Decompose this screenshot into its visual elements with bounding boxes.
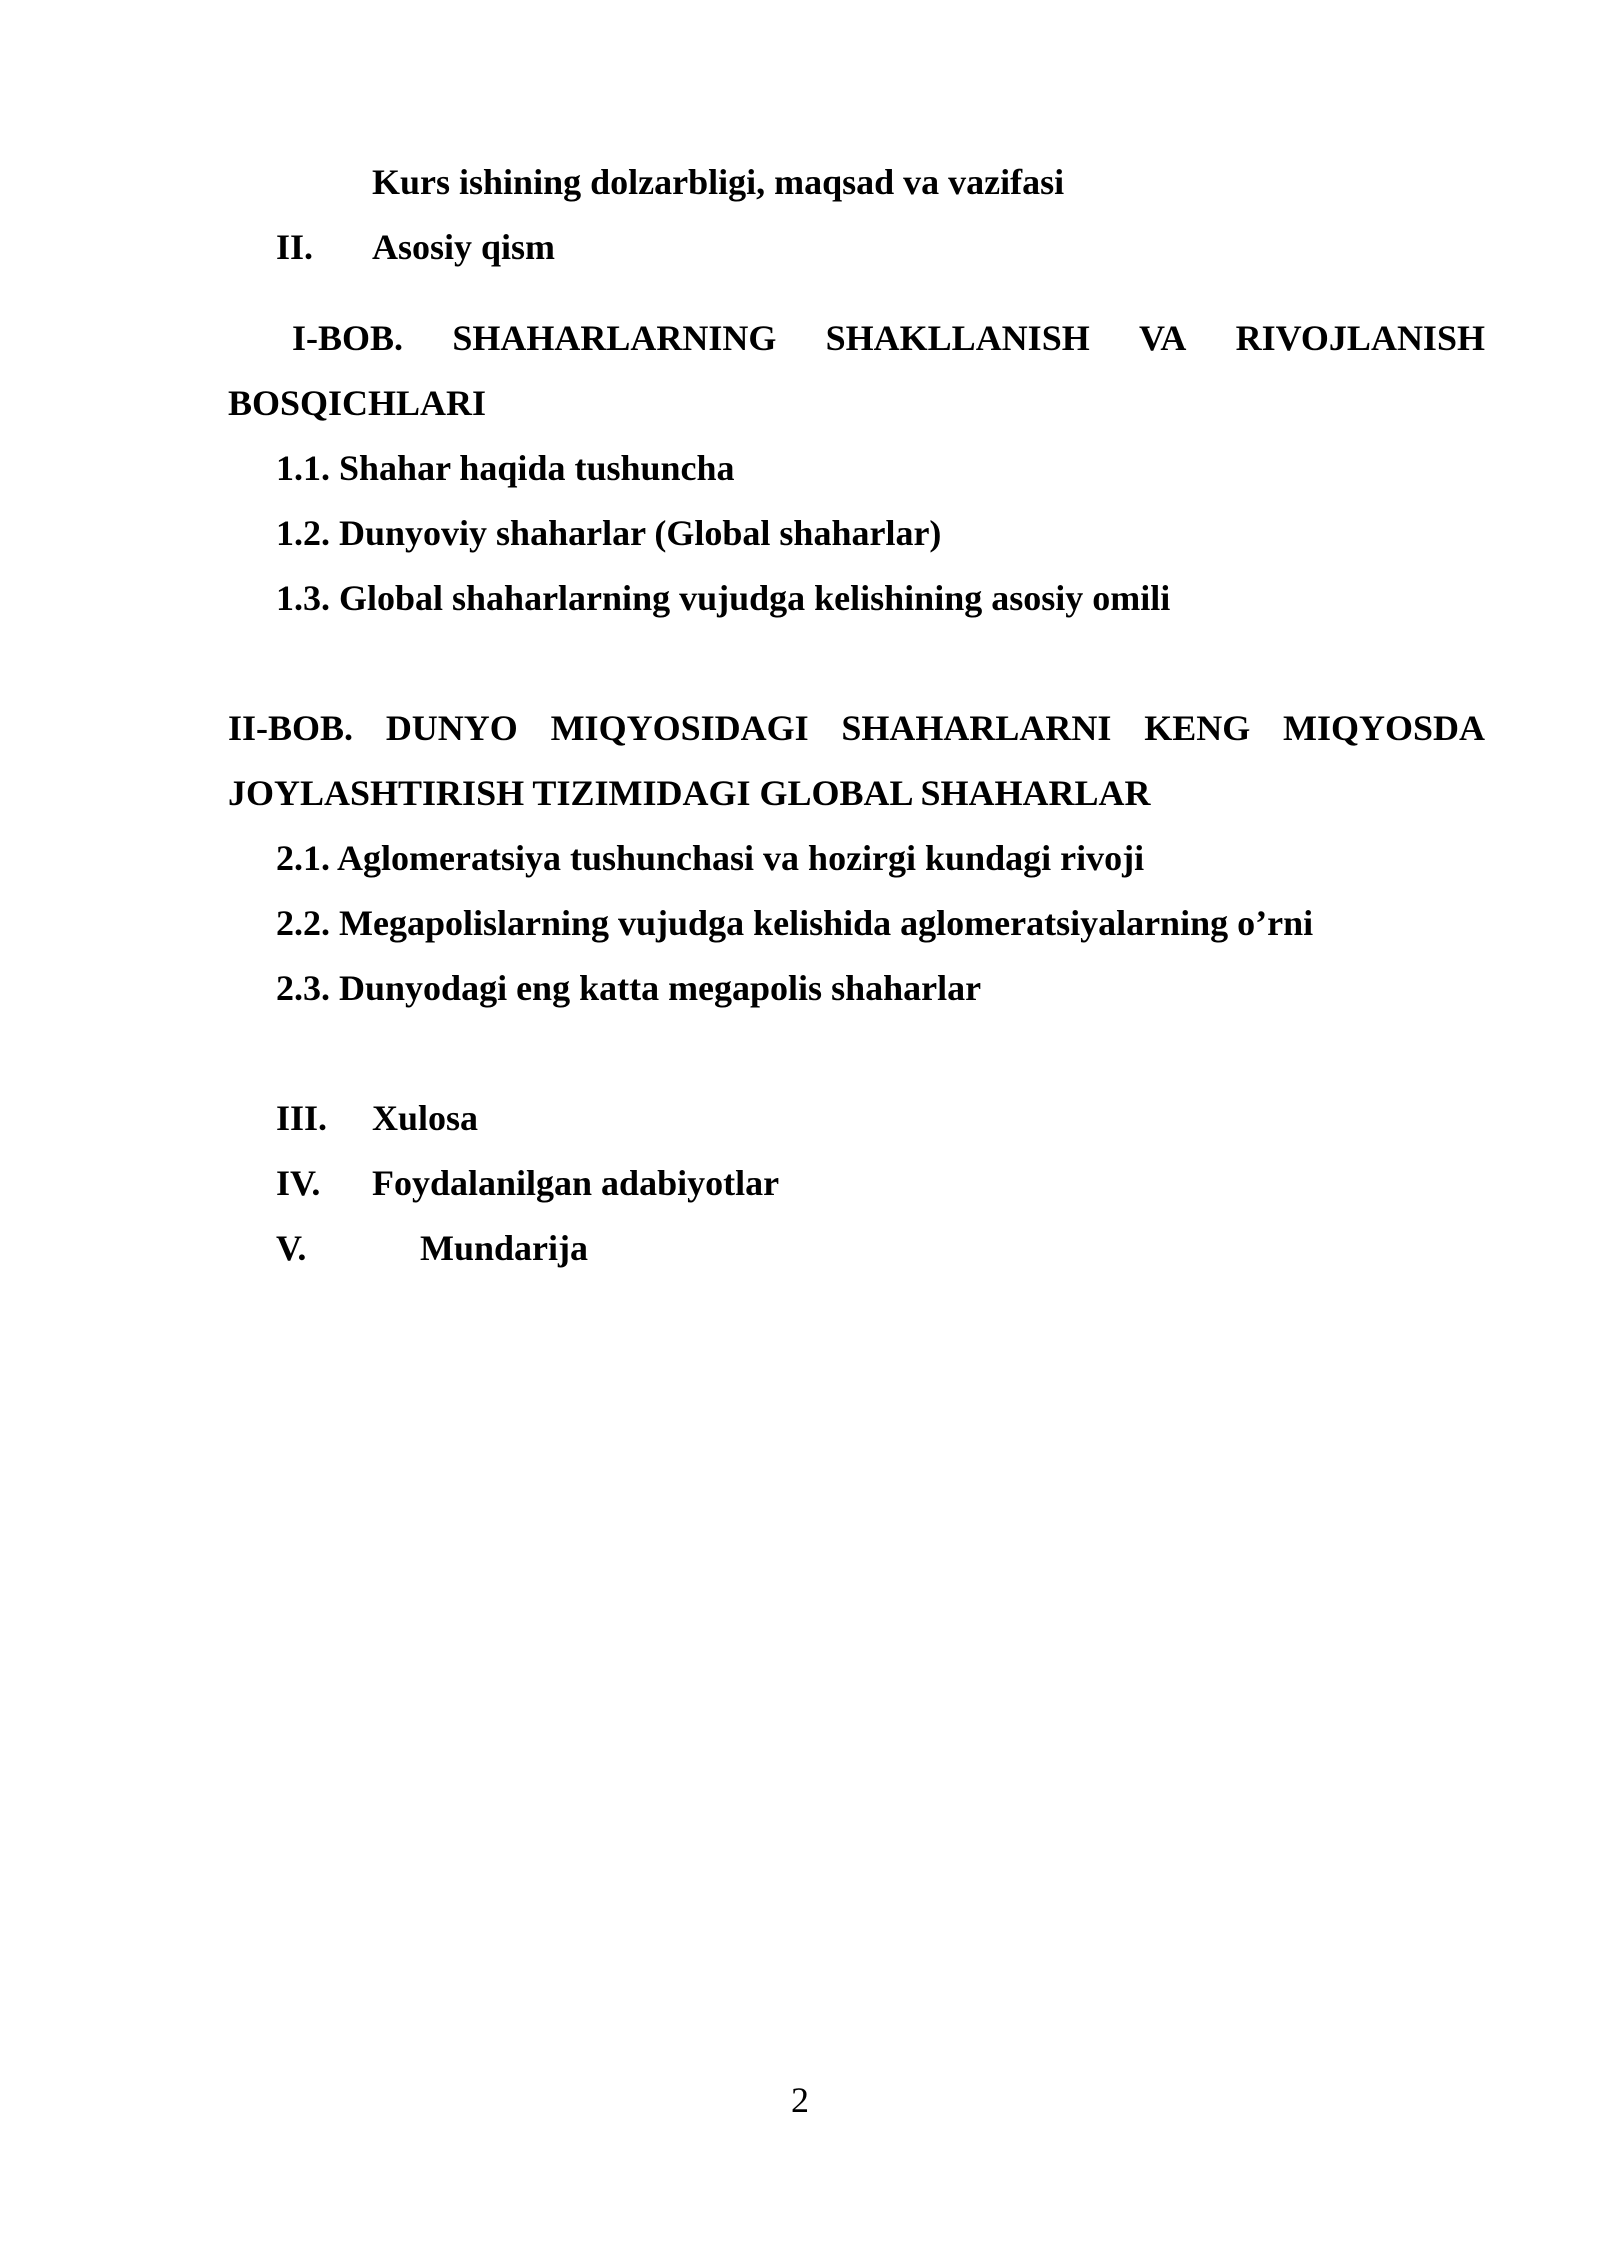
chapter2-heading-line1 [228,706,1485,750]
section-numeral-iv: IV. [276,1163,321,1203]
chapter1-heading-word: VA [1139,318,1187,358]
chapter1-heading-word: SHAKLLANISH [825,318,1090,358]
toc-item-2-3: 2.3. Dunyodagi eng katta megapolis shaharlar [276,968,982,1008]
toc-item-2-1: 2.1. Aglomeratsiya tushunchasi va hozirgi kundagi rivoji [276,838,1145,878]
intro-heading: Kurs ishining dolzarbligi, maqsad va vazifasi [372,162,1065,202]
chapter1-heading-word: I-BOB. [292,318,404,358]
section-numeral-iii: III. [276,1098,328,1138]
chapter2-heading-word: II-BOB. [228,708,354,748]
main-part-numeral: II. [276,227,314,267]
toc-item-1-2: 1.2. Dunyoviy shaharlar (Global shaharlar) [276,513,942,553]
toc-item-1-3: 1.3. Global shaharlarning vujudga kelishining asosiy omili [276,578,1171,618]
section-title-contents: Mundarija [420,1228,589,1268]
chapter2-heading-word: MIQYOSDA [1282,708,1485,748]
chapter1-heading-word: SHAHARLARNING [452,318,777,358]
chapter2-heading-word: DUNYO [385,708,518,748]
chapter2-heading-word: SHAHARLARNI [841,708,1112,748]
chapter2-heading-line2: JOYLASHTIRISH TIZIMIDAGI GLOBAL SHAHARLAR [228,773,1151,813]
toc-item-1-1: 1.1. Shahar haqida tushuncha [276,448,735,488]
chapter2-heading-word: KENG [1144,708,1251,748]
section-numeral-v: V. [276,1228,307,1268]
main-part-title: Asosiy qism [372,227,556,267]
toc-item-2-2: 2.2. Megapolislarning vujudga kelishida aglomeratsiyalarning o’rni [276,903,1314,943]
chapter1-heading-line1 [292,316,1485,360]
page-number: 2 [791,2080,809,2120]
chapter2-heading-word: MIQYOSIDAGI [550,708,809,748]
chapter1-heading-word: RIVOJLANISH [1235,318,1485,358]
section-title-references: Foydalanilgan adabiyotlar [372,1163,780,1203]
section-title-conclusion: Xulosa [372,1098,479,1138]
chapter1-heading-line2: BOSQICHLARI [228,383,487,423]
